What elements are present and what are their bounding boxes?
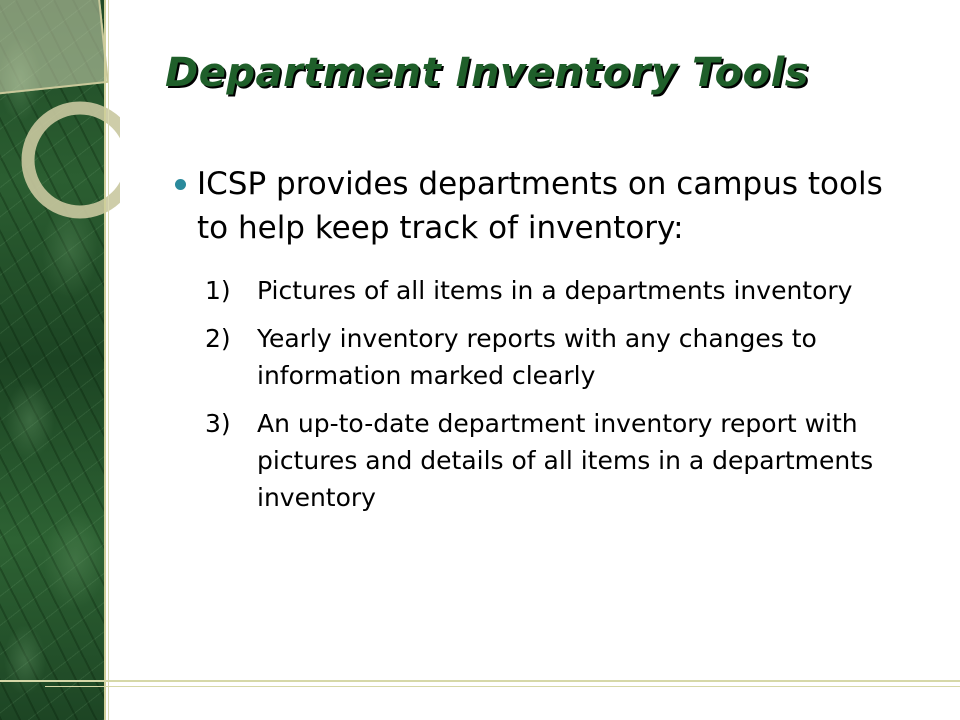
slide-title: Department Inventory Tools: [165, 50, 810, 96]
sidebar-edge-line-2: [108, 0, 109, 720]
decorative-square: [0, 0, 109, 95]
list-item-number: 2): [205, 324, 231, 353]
list-item: [205, 405, 945, 516]
numbered-list: [205, 272, 945, 527]
list-item: [205, 272, 945, 309]
bottom-accent-line: [0, 680, 960, 682]
list-item-text: Yearly inventory reports with any changes to information marked clearly: [257, 324, 817, 390]
list-item-text: An up-to-date department inventory report with pictures and details of all items in a departments inventory: [257, 409, 874, 512]
bullet-row: [175, 162, 935, 250]
list-item: [205, 320, 945, 394]
bullet-dot-icon: [175, 179, 186, 190]
list-item-number: 1): [205, 276, 231, 305]
sidebar-edge-line: [104, 0, 106, 720]
bottom-accent-line-2: [45, 686, 960, 687]
list-item-text: Pictures of all items in a departments inventory: [257, 276, 853, 305]
main-bullet: [175, 162, 935, 250]
bullet-text: ICSP provides departments on campus tools to help keep track of inventory:: [197, 166, 883, 246]
list-item-number: 3): [205, 409, 231, 438]
decorative-ring-icon: [0, 90, 120, 250]
